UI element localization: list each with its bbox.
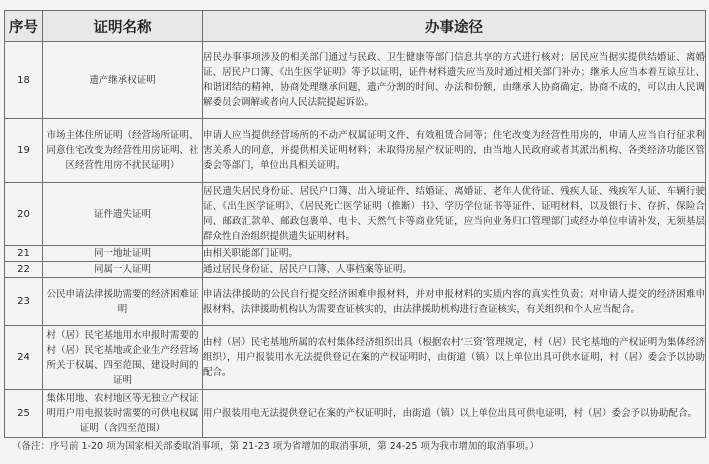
table-row bbox=[5, 278, 706, 326]
certificate-name: 证件遗失证明 bbox=[43, 183, 203, 246]
procedure-text: 居民遗失居民身份证、居民户口簿、出入境证件、结婚证、离婚证、老年人优待证、残疾人证、残疾军人证、车辆行驶证、《出生医学证明》、《居民死亡医学证明（推断）书》、学历学位证书等证件、证明材料，以及银行卡、存折、保险合同、邮政汇款单、邮政包裹单、电卡、天然气卡等商业凭证，应当向业务归口管理部门或经办单位申请补发，无须基层群众性自治组织提供遗失证明材料。 bbox=[203, 183, 706, 246]
row-number: 19 bbox=[5, 119, 43, 183]
procedure-text: 申请人应当提供经营场所的不动产权属证明文件、有效租赁合同等；住宅改变为经营性用房的，申请人应当自行征求利害关系人的同意，并提供相关证明材料；未取得房屋产权证明的，由当地人民政府或者其派出机构、各类经济功能区管委会等部门，单位出具相关证明。 bbox=[203, 119, 706, 183]
table-row bbox=[5, 42, 706, 119]
row-number: 18 bbox=[5, 42, 43, 119]
header-serial-number: 序号 bbox=[5, 11, 43, 42]
row-number: 22 bbox=[5, 262, 43, 278]
header-procedure: 办事途径 bbox=[203, 11, 706, 42]
certificate-name: 同属一人证明 bbox=[43, 262, 203, 278]
certificate-name: 市场主体住所证明（经营场所证明、同意住宅改变为经营性用房证明、社区经营性用房不扰民证明） bbox=[43, 119, 203, 183]
procedure-text: 通过居民身份证、居民户口簿、人事档案等证明。 bbox=[203, 262, 706, 278]
procedure-text: 居民办事事项涉及的相关部门通过与民政、卫生健康等部门信息共享的方式进行核对；居民应当据实提供结婚证、离婚证、居民户口簿、《出生医学证明》等予以证明，证件材料遗失应当及时通过相关部门补办；继承人应当本着互谅互让、和谐团结的精神，协商处理继承问题，遗产分割的时间、办法和份额，由继承人协商确定，协商不成的，可以由人民调解委员会调解或者向人民法院提起诉讼。 bbox=[203, 42, 706, 119]
document-page bbox=[4, 10, 705, 438]
procedure-text: 由相关职能部门证明。 bbox=[203, 246, 706, 262]
footnote: （备注：序号前 1-20 项为国家相关部委取消事项，第 21-23 项为省增加的取消事项，第 24-25 项为我市增加的取消事项。） bbox=[12, 441, 540, 452]
row-number: 20 bbox=[5, 183, 43, 246]
row-number: 25 bbox=[5, 390, 43, 438]
row-number: 24 bbox=[5, 326, 43, 390]
certificate-name: 公民申请法律援助需要的经济困难证明 bbox=[43, 278, 203, 326]
table-row bbox=[5, 326, 706, 390]
table-row bbox=[5, 262, 706, 278]
procedure-text: 由村（居）民宅基地所属的农村集体经济组织出具（根据农村‘三资’管理规定，村（居）民宅基地的产权证明为集体经济组织），用户报装用水无法提供登记在案的产权证明时，由街道（镇）以上单位出具可供水证明，村（居）委会予以协助配合。 bbox=[203, 326, 706, 390]
certificate-table bbox=[4, 10, 706, 438]
row-number: 23 bbox=[5, 278, 43, 326]
certificate-name: 同一地址证明 bbox=[43, 246, 203, 262]
procedure-text: 申请法律援助的公民自行提交经济困难申报材料，并对申报材料的实质内容的真实性负责；对申请人提交的经济困难申报材料，法律援助机构认为需要查证核实的，由法律援助机构进行查证核实，有关组织和个人应当配合。 bbox=[203, 278, 706, 326]
procedure-text: 用户报装用电无法提供登记在案的产权证明时，由街道（镇）以上单位出具可供电证明，村（居）委会予以协助配合。 bbox=[203, 390, 706, 438]
table-row bbox=[5, 390, 706, 438]
certificate-name: 遗产继承权证明 bbox=[43, 42, 203, 119]
table-row bbox=[5, 119, 706, 183]
header-certificate-name: 证明名称 bbox=[43, 11, 203, 42]
table-header-row bbox=[5, 11, 706, 42]
row-number: 21 bbox=[5, 246, 43, 262]
table-row bbox=[5, 183, 706, 246]
certificate-name: 村（居）民宅基地用水申报时需要的村（居）民宅基地或企业生产经营场所关于权属、四至范围、建设时间的证明 bbox=[43, 326, 203, 390]
certificate-name: 集体用地、农村地区等无独立产权证明用户用电报装时需要的可供电权属证明（含四至范围） bbox=[43, 390, 203, 438]
table-row bbox=[5, 246, 706, 262]
